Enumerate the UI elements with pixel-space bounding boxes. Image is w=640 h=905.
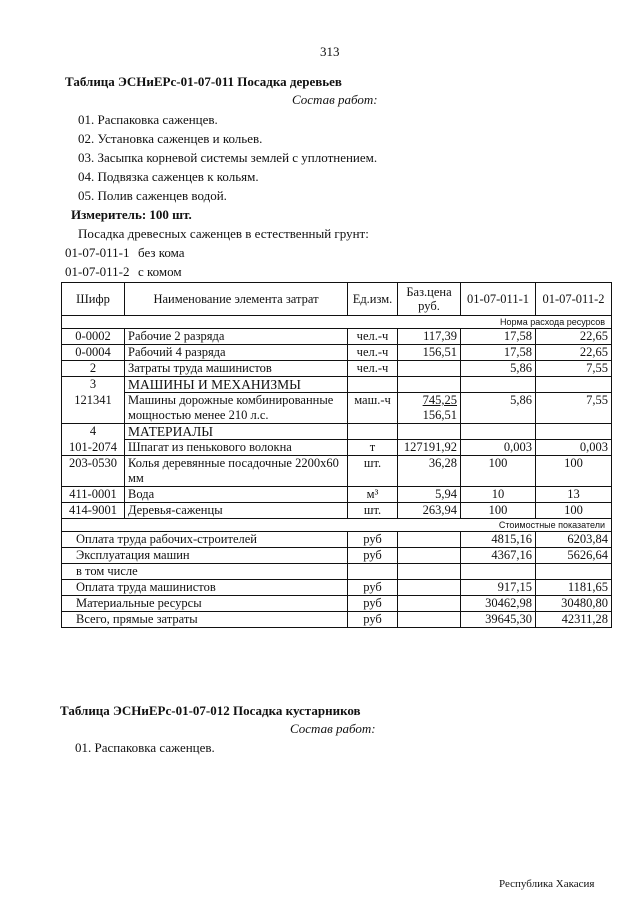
table2-title: Таблица ЭСНиЕРс-01-07-012 Посадка кустарников bbox=[60, 703, 361, 718]
table-row bbox=[62, 487, 612, 503]
cell-v1: 5,86 bbox=[461, 393, 536, 424]
cell-name: Колья деревянные посадочные 2200х60 мм bbox=[125, 456, 348, 487]
table-row bbox=[62, 503, 612, 519]
cell-v2: 22,65 bbox=[536, 329, 612, 345]
summary-v1: 30462,98 bbox=[461, 596, 536, 612]
summary-name: в том числе bbox=[62, 564, 348, 580]
cell-price: 156,51 bbox=[398, 345, 461, 361]
section-row bbox=[62, 377, 612, 393]
cell-name: Деревья-саженцы bbox=[125, 503, 348, 519]
summary-unit: руб bbox=[348, 548, 398, 564]
cell-name: Затраты труда машинистов bbox=[125, 361, 348, 377]
summary-v2: 6203,84 bbox=[536, 532, 612, 548]
summary-v2: 30480,80 bbox=[536, 596, 612, 612]
cell-v1: 17,58 bbox=[461, 329, 536, 345]
empty-cell bbox=[461, 424, 536, 440]
empty-cell bbox=[398, 548, 461, 564]
table-row bbox=[62, 393, 612, 424]
cell-v1: 10 bbox=[461, 487, 536, 503]
header-unit: Ед.изм. bbox=[348, 283, 398, 316]
summary-name: Оплата труда машинистов bbox=[62, 580, 348, 596]
norm-label: Норма расхода ресурсов bbox=[62, 316, 612, 329]
footer-region: Республика Хакасия bbox=[499, 878, 595, 890]
empty-cell bbox=[461, 564, 536, 580]
cell-price: 5,94 bbox=[398, 487, 461, 503]
cell-name: Шпагат из пенькового волокна bbox=[125, 440, 348, 456]
description: Посадка древесных саженцев в естественный грунт: bbox=[78, 226, 369, 241]
cell-code: 414-9001 bbox=[62, 503, 125, 519]
empty-cell bbox=[536, 564, 612, 580]
table-header-row bbox=[62, 283, 612, 316]
empty-cell bbox=[398, 580, 461, 596]
cell-v2: 100 bbox=[536, 503, 612, 519]
table-row bbox=[62, 440, 612, 456]
empty-cell bbox=[461, 377, 536, 393]
cell-code: 101-2074 bbox=[62, 440, 125, 456]
cell-price bbox=[398, 361, 461, 377]
section-row bbox=[62, 424, 612, 440]
summary-row bbox=[62, 612, 612, 628]
cell-name: Рабочий 4 разряда bbox=[125, 345, 348, 361]
summary-row bbox=[62, 548, 612, 564]
cost-label: Стоимостные показатели bbox=[62, 519, 612, 532]
cell-v2: 0,003 bbox=[536, 440, 612, 456]
empty-cell bbox=[398, 532, 461, 548]
cell-v1: 17,58 bbox=[461, 345, 536, 361]
section-code: 4 bbox=[62, 424, 125, 440]
cell-unit: т bbox=[348, 440, 398, 456]
empty-cell bbox=[398, 424, 461, 440]
cell-unit: шт. bbox=[348, 456, 398, 487]
section-title: МАШИНЫ И МЕХАНИЗМЫ bbox=[125, 377, 348, 393]
empty-cell bbox=[348, 564, 398, 580]
cell-unit: чел.-ч bbox=[348, 329, 398, 345]
summary-name: Материальные ресурсы bbox=[62, 596, 348, 612]
table-title: Таблица ЭСНиЕРс-01-07-011 Посадка деревьев bbox=[65, 74, 342, 89]
empty-cell bbox=[536, 424, 612, 440]
cell-name: Вода bbox=[125, 487, 348, 503]
summary-name: Эксплуатация машин bbox=[62, 548, 348, 564]
price-labor: 156,51 bbox=[422, 408, 457, 422]
price-base: 745,25 bbox=[422, 393, 457, 407]
variant-name: с комом bbox=[138, 264, 182, 279]
summary-name: Оплата труда рабочих-строителей bbox=[62, 532, 348, 548]
summary-unit: руб bbox=[348, 612, 398, 628]
empty-cell bbox=[348, 424, 398, 440]
header-col2: 01-07-011-2 bbox=[536, 283, 612, 316]
summary-v1: 917,15 bbox=[461, 580, 536, 596]
header-col1: 01-07-011-1 bbox=[461, 283, 536, 316]
summary-name: Всего, прямые затраты bbox=[62, 612, 348, 628]
cell-v1: 100 bbox=[461, 456, 536, 487]
cell-price: 117,39 bbox=[398, 329, 461, 345]
work-item: 01. Распаковка саженцев. bbox=[78, 112, 218, 127]
cell-v2: 7,55 bbox=[536, 393, 612, 424]
norm-label-row bbox=[62, 316, 612, 329]
work-item: 04. Подвязка саженцев к кольям. bbox=[78, 169, 259, 184]
header-price: Баз.цена руб. bbox=[398, 283, 461, 316]
cell-price: 263,94 bbox=[398, 503, 461, 519]
table-row bbox=[62, 361, 612, 377]
header-name: Наименование элемента затрат bbox=[125, 283, 348, 316]
cell-v1: 100 bbox=[461, 503, 536, 519]
summary-v2: 1181,65 bbox=[536, 580, 612, 596]
summary-row bbox=[62, 580, 612, 596]
work-item: 01. Распаковка саженцев. bbox=[75, 740, 215, 755]
cell-price bbox=[398, 393, 461, 424]
table-row bbox=[62, 345, 612, 361]
cell-code: 0-0002 bbox=[62, 329, 125, 345]
summary-v2: 42311,28 bbox=[536, 612, 612, 628]
cost-label-row bbox=[62, 519, 612, 532]
cell-unit: чел.-ч bbox=[348, 361, 398, 377]
summary-v1: 39645,30 bbox=[461, 612, 536, 628]
cell-code: 121341 bbox=[62, 393, 125, 424]
summary-v1: 4367,16 bbox=[461, 548, 536, 564]
page-number: 313 bbox=[320, 44, 340, 59]
summary-unit: руб bbox=[348, 580, 398, 596]
work-item: 05. Полив саженцев водой. bbox=[78, 188, 227, 203]
empty-cell bbox=[348, 377, 398, 393]
variant-name: без кома bbox=[138, 245, 185, 260]
table-row bbox=[62, 329, 612, 345]
cell-v2: 13 bbox=[536, 487, 612, 503]
section-code: 3 bbox=[62, 377, 125, 393]
cell-name: Рабочие 2 разряда bbox=[125, 329, 348, 345]
cell-v1: 0,003 bbox=[461, 440, 536, 456]
variant-code: 01-07-011-1 bbox=[65, 245, 130, 260]
cell-price: 36,28 bbox=[398, 456, 461, 487]
work-composition-header: Состав работ: bbox=[292, 92, 378, 107]
cell-name: Машины дорожные комбинированные мощностью менее 210 л.с. bbox=[125, 393, 348, 424]
empty-cell bbox=[398, 564, 461, 580]
measurer: Измеритель: 100 шт. bbox=[71, 207, 192, 222]
cell-v1: 5,86 bbox=[461, 361, 536, 377]
section-title: МАТЕРИАЛЫ bbox=[125, 424, 348, 440]
cell-price: 127191,92 bbox=[398, 440, 461, 456]
work-item: 02. Установка саженцев и кольев. bbox=[78, 131, 263, 146]
summary-row bbox=[62, 564, 612, 580]
empty-cell bbox=[398, 377, 461, 393]
resource-table bbox=[61, 282, 612, 628]
cell-unit: шт. bbox=[348, 503, 398, 519]
table2-work-header: Состав работ: bbox=[290, 721, 376, 736]
cell-code: 0-0004 bbox=[62, 345, 125, 361]
work-item: 03. Засыпка корневой системы землей с уплотнением. bbox=[78, 150, 378, 165]
variant-code: 01-07-011-2 bbox=[65, 264, 130, 279]
cell-v2: 7,55 bbox=[536, 361, 612, 377]
summary-unit: руб bbox=[348, 596, 398, 612]
cell-unit: чел.-ч bbox=[348, 345, 398, 361]
cell-unit: маш.-ч bbox=[348, 393, 398, 424]
summary-row bbox=[62, 532, 612, 548]
summary-unit: руб bbox=[348, 532, 398, 548]
empty-cell bbox=[398, 596, 461, 612]
cell-unit: м³ bbox=[348, 487, 398, 503]
cell-code: 203-0530 bbox=[62, 456, 125, 487]
cell-code: 411-0001 bbox=[62, 487, 125, 503]
summary-row bbox=[62, 596, 612, 612]
header-code: Шифр bbox=[62, 283, 125, 316]
summary-v1: 4815,16 bbox=[461, 532, 536, 548]
table-row bbox=[62, 456, 612, 487]
cell-code: 2 bbox=[62, 361, 125, 377]
cell-v2: 22,65 bbox=[536, 345, 612, 361]
cell-v2: 100 bbox=[536, 456, 612, 487]
empty-cell bbox=[536, 377, 612, 393]
empty-cell bbox=[398, 612, 461, 628]
summary-v2: 5626,64 bbox=[536, 548, 612, 564]
